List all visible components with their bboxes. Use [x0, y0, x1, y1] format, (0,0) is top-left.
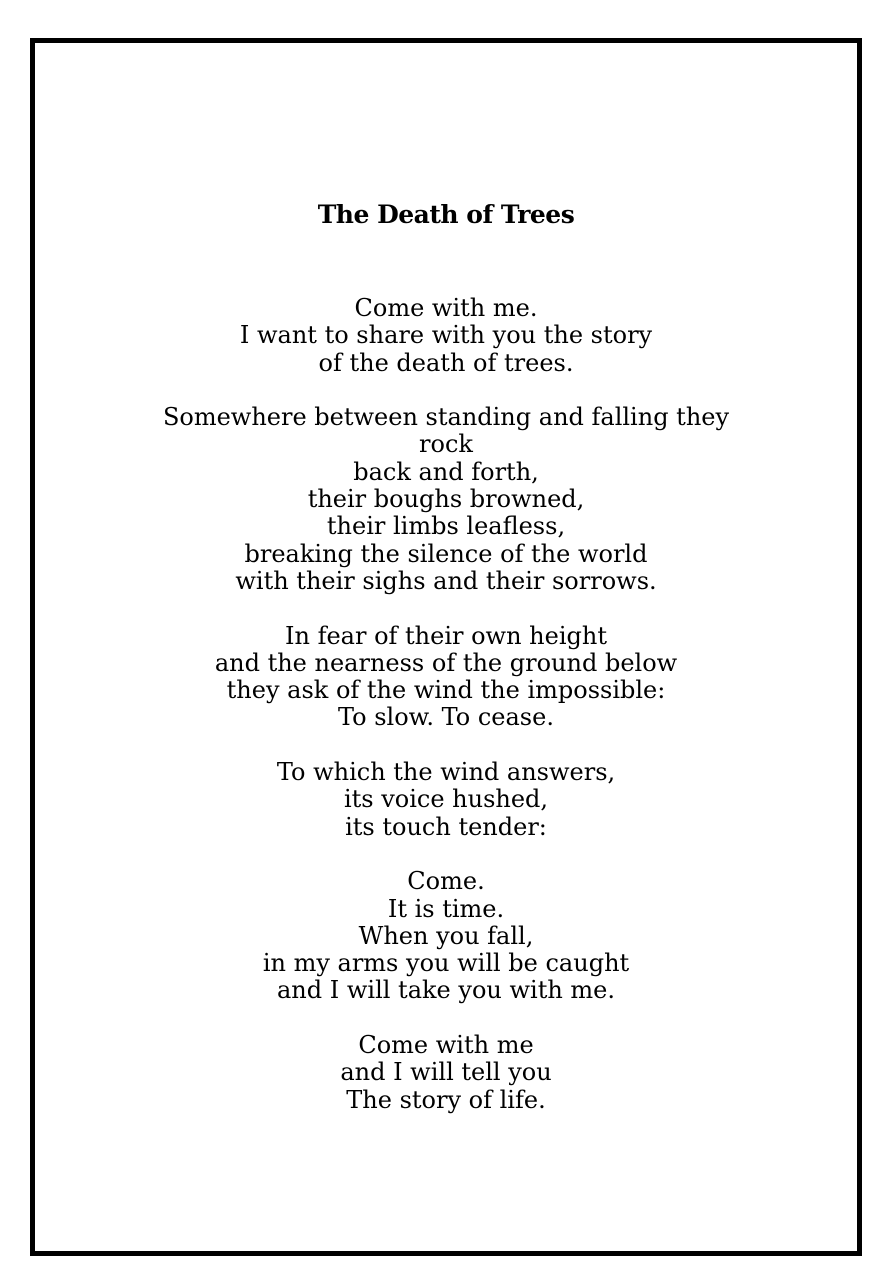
- page-frame: [30, 38, 862, 1256]
- poem-line: with their sighs and their sorrows.: [235, 566, 657, 595]
- stanza-2: [35, 404, 857, 595]
- poem-line: To which the wind answers,: [276, 758, 616, 787]
- poem-line: Somewhere between standing and falling they: [162, 403, 730, 432]
- poem-line: its touch tender:: [345, 812, 547, 841]
- stanza-3: [35, 623, 857, 732]
- poem-line: In fear of their own height: [285, 621, 607, 650]
- poem-title: The Death of Trees: [317, 200, 575, 229]
- poem-line: their limbs leafless,: [326, 512, 566, 541]
- stanza-6: [35, 1032, 857, 1114]
- poem-line: its voice hushed,: [343, 785, 549, 814]
- poem-line: and I will tell you: [340, 1058, 552, 1087]
- stanza-4: [35, 759, 857, 841]
- poem-line: Come.: [407, 867, 485, 896]
- poem-line: I want to share with you the story: [239, 321, 653, 350]
- poem-body: [35, 295, 857, 1141]
- poem-line: Come with me: [358, 1031, 534, 1060]
- stanza-5: [35, 868, 857, 1004]
- poem-line: It is time.: [387, 894, 505, 923]
- poem-line: breaking the silence of the world: [244, 539, 648, 568]
- poem-line: their boughs browned,: [307, 485, 585, 514]
- poem-line: and I will take you with me.: [276, 976, 616, 1005]
- poem-line: in my arms you will be caught: [262, 949, 630, 978]
- poem-line: of the death of trees.: [318, 348, 574, 377]
- poem-line: To slow. To cease.: [338, 703, 554, 732]
- poem-line: When you fall,: [358, 921, 534, 950]
- poem-line: Come with me.: [354, 294, 538, 322]
- poem-line: they ask of the wind the impossible:: [226, 676, 666, 705]
- stanza-1: [35, 295, 857, 377]
- poem-line: The story of life.: [346, 1085, 546, 1114]
- poem-line: back and forth,: [353, 457, 539, 486]
- poem-line: rock: [419, 430, 473, 459]
- poem-line: and the nearness of the ground below: [214, 648, 678, 677]
